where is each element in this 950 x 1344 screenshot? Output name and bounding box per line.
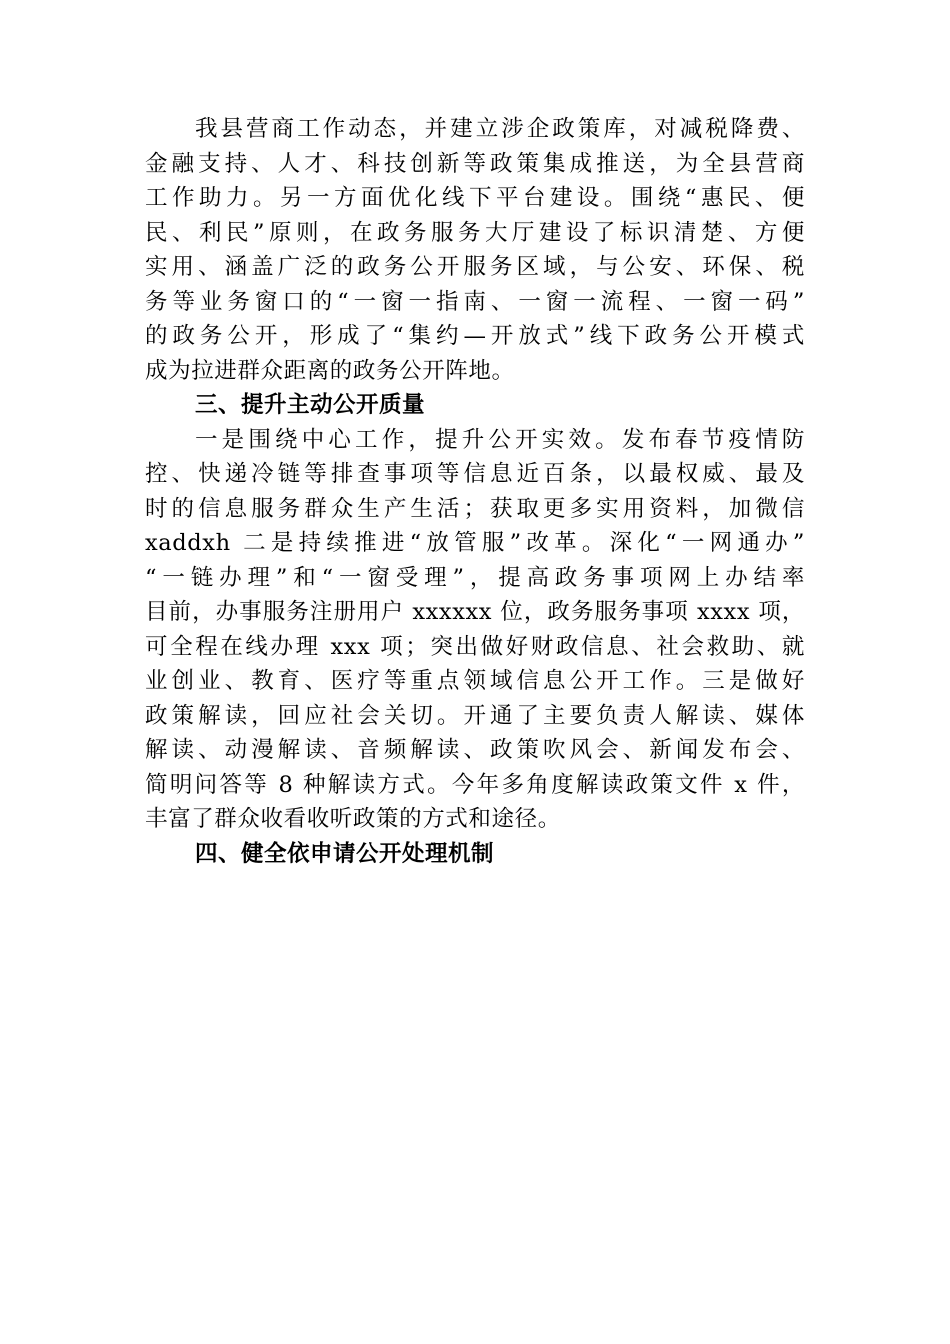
text-line: 时的信息服务群众生产生活；获取更多实用资料，加微信 (145, 495, 805, 522)
text-line: 实用、涵盖广泛的政务公开服务区域，与公安、环保、税 (145, 254, 805, 280)
text-line: 可全程在线办理 xxx 项；突出做好财政信息、社会救助、就 (145, 633, 805, 660)
text-line: 业创业、教育、医疗等重点领域信息公开工作。三是做好 (145, 668, 805, 694)
text-line: 控、快递冷链等排查事项等信息近百条，以最权威、最及 (145, 461, 805, 487)
section-heading-3: 三、提升主动公开质量 (195, 392, 426, 418)
text-line: 工作助力。另一方面优化线下平台建设。围绕“惠民、便 (145, 185, 805, 211)
text-line: 政策解读，回应社会关切。开通了主要负责人解读、媒体 (145, 702, 805, 729)
text-line: 民、利民”原则，在政务服务大厅建设了标识清楚、方便 (145, 219, 805, 246)
section-heading-4: 四、健全依申请公开处理机制 (195, 840, 495, 867)
text-line: 一是围绕中心工作，提升公开实效。发布春节疫情防 (195, 426, 805, 453)
text-line: 金融支持、人才、科技创新等政策集成推送，为全县营商 (145, 150, 805, 177)
text-line: 目前，办事服务注册用户 xxxxxx 位，政务服务事项 xxxx 项， (145, 599, 805, 625)
document-body (145, 112, 805, 871)
paragraph-1 (145, 112, 805, 388)
text-line: “一链办理”和“一窗受理”，提高政务事项网上办结率 (145, 564, 805, 591)
text-line: 我县营商工作动态，并建立涉企政策库，对减税降费、 (195, 116, 805, 142)
text-line: 成为拉进群众距离的政务公开阵地。 (145, 357, 515, 384)
text-line: 简明问答等 8 种解读方式。今年多角度解读政策文件 x 件， (145, 771, 805, 798)
text-line: 的政务公开，形成了“集约—开放式”线下政务公开模式 (145, 323, 805, 349)
text-line: 解读、动漫解读、音频解读、政策吹风会、新闻发布会、 (145, 737, 805, 763)
text-line: xaddxh 二是持续推进“放管服”改革。深化“一网通办” (145, 530, 805, 556)
text-line: 务等业务窗口的“一窗一指南、一窗一流程、一窗一码” (145, 288, 805, 315)
text-line: 丰富了群众收看收听政策的方式和途径。 (145, 806, 561, 832)
paragraph-2 (145, 423, 805, 837)
